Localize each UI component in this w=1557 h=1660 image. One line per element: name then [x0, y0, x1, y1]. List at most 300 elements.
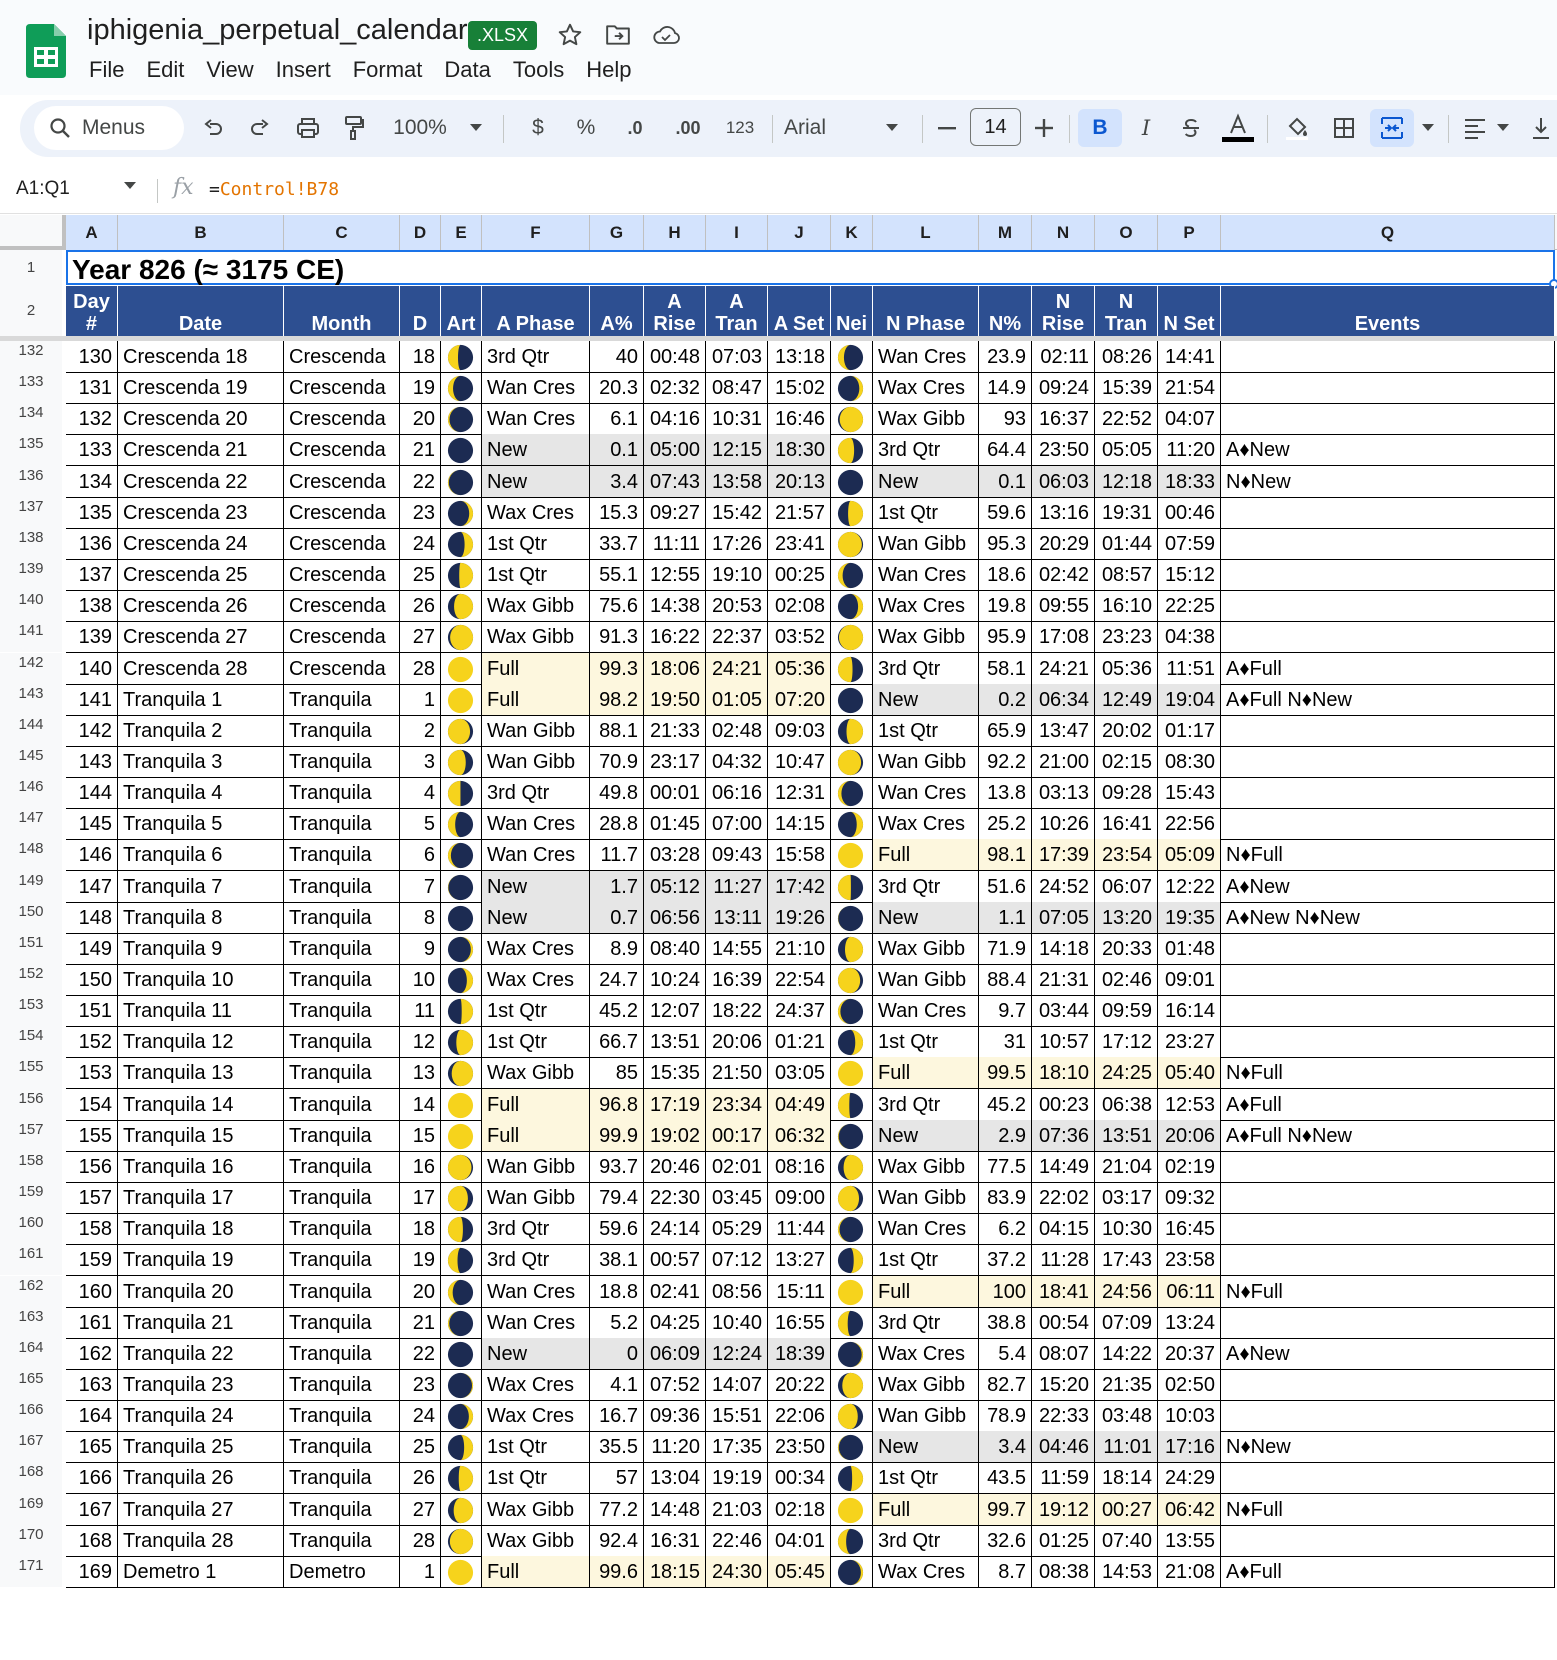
cell-day[interactable]: 152: [66, 1026, 118, 1058]
cell-nei-moon[interactable]: [831, 1057, 873, 1089]
cell-a-transit[interactable]: 21:50: [706, 1057, 768, 1089]
cell-a-phase[interactable]: 1st Qtr: [482, 1462, 590, 1494]
cell-a-percent[interactable]: 16.7: [590, 1400, 644, 1432]
cell-a-phase[interactable]: Full: [482, 1556, 590, 1588]
cell-d[interactable]: 20: [400, 403, 441, 435]
cell-n-phase[interactable]: Wan Gibb: [873, 746, 979, 778]
cell-n-transit[interactable]: 05:05: [1095, 434, 1158, 466]
cell-n-transit[interactable]: 03:48: [1095, 1400, 1158, 1432]
cell-a-transit[interactable]: 22:46: [706, 1525, 768, 1557]
header-cell-i[interactable]: A Tran: [706, 286, 768, 336]
cell-n-rise[interactable]: 00:54: [1032, 1307, 1095, 1339]
column-header-i[interactable]: I: [706, 215, 768, 250]
cell-n-transit[interactable]: 17:43: [1095, 1244, 1158, 1276]
font-size-input[interactable]: 14: [970, 108, 1021, 146]
cell-n-rise[interactable]: 06:34: [1032, 684, 1095, 716]
cell-n-percent[interactable]: 51.6: [979, 871, 1032, 903]
cell-day[interactable]: 133: [66, 434, 118, 466]
cell-a-percent[interactable]: 99.6: [590, 1556, 644, 1588]
cell-a-percent[interactable]: 91.3: [590, 621, 644, 653]
cell-n-set[interactable]: 20:37: [1158, 1338, 1221, 1370]
cell-n-percent[interactable]: 8.7: [979, 1556, 1032, 1588]
cell-month[interactable]: Crescenda: [284, 621, 400, 653]
cell-n-transit[interactable]: 23:23: [1095, 621, 1158, 653]
cell-a-transit[interactable]: 13:11: [706, 902, 768, 934]
row-header[interactable]: 164: [0, 1338, 62, 1369]
cell-date[interactable]: Crescenda 24: [118, 528, 284, 560]
cell-events[interactable]: N♦Full: [1221, 1057, 1555, 1089]
cell-n-percent[interactable]: 23.9: [979, 341, 1032, 373]
cell-a-phase[interactable]: Wan Gibb: [482, 1182, 590, 1214]
cell-n-phase[interactable]: Wax Cres: [873, 372, 979, 404]
column-header-f[interactable]: F: [482, 215, 590, 250]
header-cell-h[interactable]: A Rise: [644, 286, 706, 336]
cell-a-percent[interactable]: 15.3: [590, 497, 644, 529]
cell-a-set[interactable]: 04:01: [768, 1525, 831, 1557]
cell-a-phase[interactable]: Wan Cres: [482, 1276, 590, 1308]
cell-a-set[interactable]: 24:37: [768, 995, 831, 1027]
cell-a-rise[interactable]: 16:22: [644, 621, 706, 653]
cell-nei-moon[interactable]: [831, 1276, 873, 1308]
cell-date[interactable]: Tranquila 13: [118, 1057, 284, 1089]
cell-a-set[interactable]: 11:44: [768, 1213, 831, 1245]
cell-d[interactable]: 6: [400, 839, 441, 871]
cell-a-percent[interactable]: 55.1: [590, 559, 644, 591]
header-cell-l[interactable]: N Phase: [873, 286, 979, 336]
column-header-g[interactable]: G: [590, 215, 644, 250]
cell-a-percent[interactable]: 20.3: [590, 372, 644, 404]
cell-a-transit[interactable]: 14:07: [706, 1369, 768, 1401]
cell-art-moon[interactable]: [441, 871, 482, 903]
cell-n-rise[interactable]: 17:08: [1032, 621, 1095, 653]
cell-art-moon[interactable]: [441, 715, 482, 747]
cell-n-transit[interactable]: 16:10: [1095, 590, 1158, 622]
cell-art-moon[interactable]: [441, 434, 482, 466]
strikethrough-icon[interactable]: [1172, 109, 1210, 147]
cell-nei-moon[interactable]: [831, 902, 873, 934]
cell-d[interactable]: 7: [400, 871, 441, 903]
cell-a-phase[interactable]: 1st Qtr: [482, 1431, 590, 1463]
cell-n-transit[interactable]: 20:33: [1095, 933, 1158, 965]
cell-n-set[interactable]: 10:03: [1158, 1400, 1221, 1432]
cell-a-rise[interactable]: 14:48: [644, 1494, 706, 1526]
cell-a-rise[interactable]: 11:11: [644, 528, 706, 560]
cell-a-set[interactable]: 18:30: [768, 434, 831, 466]
cell-events[interactable]: [1221, 497, 1555, 529]
cell-a-set[interactable]: 02:18: [768, 1494, 831, 1526]
cell-n-transit[interactable]: 10:30: [1095, 1213, 1158, 1245]
cell-events[interactable]: [1221, 590, 1555, 622]
cell-art-moon[interactable]: [441, 964, 482, 996]
row-header[interactable]: 148: [0, 839, 62, 870]
cell-n-transit[interactable]: 07:09: [1095, 1307, 1158, 1339]
cell-a-rise[interactable]: 09:36: [644, 1400, 706, 1432]
cell-n-set[interactable]: 12:53: [1158, 1089, 1221, 1121]
cell-a-set[interactable]: 23:50: [768, 1431, 831, 1463]
cell-art-moon[interactable]: [441, 1057, 482, 1089]
cell-n-phase[interactable]: Full: [873, 1057, 979, 1089]
cell-n-percent[interactable]: 45.2: [979, 1089, 1032, 1121]
cell-nei-moon[interactable]: [831, 1494, 873, 1526]
cell-n-set[interactable]: 16:45: [1158, 1213, 1221, 1245]
cell-n-phase[interactable]: 1st Qtr: [873, 1026, 979, 1058]
cell-n-transit[interactable]: 09:28: [1095, 777, 1158, 809]
cell-art-moon[interactable]: [441, 1525, 482, 1557]
cell-n-phase[interactable]: 1st Qtr: [873, 1244, 979, 1276]
percent-format-button[interactable]: %: [576, 116, 596, 139]
cell-n-percent[interactable]: 92.2: [979, 746, 1032, 778]
column-header-n[interactable]: N: [1032, 215, 1095, 250]
cell-day[interactable]: 156: [66, 1151, 118, 1183]
cell-n-set[interactable]: 01:17: [1158, 715, 1221, 747]
cell-month[interactable]: Tranquila: [284, 746, 400, 778]
cell-n-set[interactable]: 05:40: [1158, 1057, 1221, 1089]
cell-nei-moon[interactable]: [831, 372, 873, 404]
cell-art-moon[interactable]: [441, 1276, 482, 1308]
cell-d[interactable]: 27: [400, 1494, 441, 1526]
cell-n-set[interactable]: 23:27: [1158, 1026, 1221, 1058]
cell-d[interactable]: 16: [400, 1151, 441, 1183]
undo-icon[interactable]: [195, 109, 231, 147]
cell-nei-moon[interactable]: [831, 1026, 873, 1058]
cell-a-transit[interactable]: 23:34: [706, 1089, 768, 1121]
cell-events[interactable]: [1221, 1182, 1555, 1214]
cell-n-rise[interactable]: 08:38: [1032, 1556, 1095, 1588]
cell-day[interactable]: 141: [66, 684, 118, 716]
cell-n-transit[interactable]: 01:44: [1095, 528, 1158, 560]
cell-a-percent[interactable]: 75.6: [590, 590, 644, 622]
cell-a-rise[interactable]: 19:50: [644, 684, 706, 716]
cell-date[interactable]: Tranquila 18: [118, 1213, 284, 1245]
cell-n-rise[interactable]: 13:47: [1032, 715, 1095, 747]
cell-month[interactable]: Tranquila: [284, 1338, 400, 1370]
cell-a-phase[interactable]: New: [482, 902, 590, 934]
cell-n-rise[interactable]: 06:03: [1032, 466, 1095, 498]
cell-n-set[interactable]: 09:32: [1158, 1182, 1221, 1214]
cell-month[interactable]: Crescenda: [284, 403, 400, 435]
row-header[interactable]: 142: [0, 653, 62, 684]
cell-n-rise[interactable]: 02:42: [1032, 559, 1095, 591]
cell-a-percent[interactable]: 35.5: [590, 1431, 644, 1463]
cell-events[interactable]: [1221, 372, 1555, 404]
column-header-h[interactable]: H: [644, 215, 706, 250]
cell-a-percent[interactable]: 24.7: [590, 964, 644, 996]
row-header[interactable]: 146: [0, 777, 62, 808]
cell-day[interactable]: 136: [66, 528, 118, 560]
cell-month[interactable]: Tranquila: [284, 839, 400, 871]
cell-n-percent[interactable]: 99.5: [979, 1057, 1032, 1089]
cell-a-percent[interactable]: 11.7: [590, 839, 644, 871]
cell-date[interactable]: Tranquila 7: [118, 871, 284, 903]
cell-a-transit[interactable]: 17:35: [706, 1431, 768, 1463]
cell-n-rise[interactable]: 19:12: [1032, 1494, 1095, 1526]
cell-events[interactable]: [1221, 528, 1555, 560]
cell-nei-moon[interactable]: [831, 746, 873, 778]
cell-n-set[interactable]: 08:30: [1158, 746, 1221, 778]
column-header-e[interactable]: E: [441, 215, 482, 250]
cell-n-phase[interactable]: Full: [873, 1276, 979, 1308]
cell-d[interactable]: 25: [400, 559, 441, 591]
header-cell-j[interactable]: A Set: [768, 286, 831, 336]
cell-a-percent[interactable]: 99.9: [590, 1120, 644, 1152]
row-header[interactable]: 160: [0, 1213, 62, 1244]
cell-month[interactable]: Crescenda: [284, 653, 400, 685]
cell-a-set[interactable]: 18:39: [768, 1338, 831, 1370]
row-header[interactable]: 162: [0, 1276, 62, 1307]
cell-n-transit[interactable]: 14:53: [1095, 1556, 1158, 1588]
cell-a-rise[interactable]: 12:55: [644, 559, 706, 591]
cell-a-set[interactable]: 22:54: [768, 964, 831, 996]
cell-day[interactable]: 169: [66, 1556, 118, 1588]
row-header[interactable]: 157: [0, 1120, 62, 1151]
cell-day[interactable]: 138: [66, 590, 118, 622]
cell-n-phase[interactable]: Full: [873, 839, 979, 871]
cell-day[interactable]: 134: [66, 466, 118, 498]
cell-a-transit[interactable]: 02:01: [706, 1151, 768, 1183]
cell-d[interactable]: 26: [400, 590, 441, 622]
cell-month[interactable]: Tranquila: [284, 808, 400, 840]
cell-a-percent[interactable]: 0.1: [590, 434, 644, 466]
cell-a-set[interactable]: 16:55: [768, 1307, 831, 1339]
cell-a-phase[interactable]: 3rd Qtr: [482, 1213, 590, 1245]
cell-a-phase[interactable]: 1st Qtr: [482, 1026, 590, 1058]
cell-a-transit[interactable]: 03:45: [706, 1182, 768, 1214]
cell-a-transit[interactable]: 09:43: [706, 839, 768, 871]
cell-a-rise[interactable]: 21:33: [644, 715, 706, 747]
cell-date[interactable]: Tranquila 12: [118, 1026, 284, 1058]
cell-nei-moon[interactable]: [831, 1151, 873, 1183]
cell-n-set[interactable]: 11:20: [1158, 434, 1221, 466]
cell-d[interactable]: 2: [400, 715, 441, 747]
cell-d[interactable]: 17: [400, 1182, 441, 1214]
cell-a-set[interactable]: 04:49: [768, 1089, 831, 1121]
cell-a-set[interactable]: 00:25: [768, 559, 831, 591]
cell-a-rise[interactable]: 00:57: [644, 1244, 706, 1276]
cell-nei-moon[interactable]: [831, 715, 873, 747]
cell-n-transit[interactable]: 22:52: [1095, 403, 1158, 435]
cell-a-phase[interactable]: Wax Cres: [482, 1369, 590, 1401]
cell-art-moon[interactable]: [441, 341, 482, 373]
column-header-b[interactable]: B: [118, 215, 284, 250]
cell-a-phase[interactable]: Wax Gibb: [482, 1525, 590, 1557]
cell-day[interactable]: 147: [66, 871, 118, 903]
cell-date[interactable]: Tranquila 16: [118, 1151, 284, 1183]
row-header[interactable]: 151: [0, 933, 62, 964]
cell-events[interactable]: [1221, 1026, 1555, 1058]
cell-n-transit[interactable]: 06:38: [1095, 1089, 1158, 1121]
cell-n-transit[interactable]: 17:12: [1095, 1026, 1158, 1058]
cell-n-rise[interactable]: 02:11: [1032, 341, 1095, 373]
cloud-status-icon[interactable]: [651, 20, 681, 50]
cell-events[interactable]: [1221, 1400, 1555, 1432]
header-cell-n[interactable]: N Rise: [1032, 286, 1095, 336]
cell-a-phase[interactable]: 3rd Qtr: [482, 777, 590, 809]
cell-day[interactable]: 164: [66, 1400, 118, 1432]
cell-day[interactable]: 143: [66, 746, 118, 778]
cell-a-transit[interactable]: 04:32: [706, 746, 768, 778]
cell-events[interactable]: [1221, 403, 1555, 435]
cell-date[interactable]: Crescenda 19: [118, 372, 284, 404]
cell-n-percent[interactable]: 82.7: [979, 1369, 1032, 1401]
cell-n-phase[interactable]: Wax Gibb: [873, 403, 979, 435]
cell-date[interactable]: Tranquila 22: [118, 1338, 284, 1370]
cell-a-rise[interactable]: 24:14: [644, 1213, 706, 1245]
cell-art-moon[interactable]: [441, 684, 482, 716]
cell-n-percent[interactable]: 14.9: [979, 372, 1032, 404]
cell-a-percent[interactable]: 93.7: [590, 1151, 644, 1183]
row-header[interactable]: 168: [0, 1462, 62, 1493]
cell-a-rise[interactable]: 04:16: [644, 403, 706, 435]
cell-art-moon[interactable]: [441, 1244, 482, 1276]
cell-art-moon[interactable]: [441, 497, 482, 529]
cell-a-transit[interactable]: 06:16: [706, 777, 768, 809]
cell-n-set[interactable]: 19:35: [1158, 902, 1221, 934]
cell-n-rise[interactable]: 13:16: [1032, 497, 1095, 529]
cell-a-rise[interactable]: 13:51: [644, 1026, 706, 1058]
font-dropdown-icon[interactable]: [882, 109, 902, 147]
row-header-1[interactable]: 1: [0, 250, 62, 286]
cell-events[interactable]: [1221, 559, 1555, 591]
cell-month[interactable]: Tranquila: [284, 1494, 400, 1526]
row-header[interactable]: 165: [0, 1369, 62, 1400]
cell-month[interactable]: Tranquila: [284, 1462, 400, 1494]
cell-date[interactable]: Tranquila 24: [118, 1400, 284, 1432]
cell-month[interactable]: Tranquila: [284, 1026, 400, 1058]
cell-n-phase[interactable]: Wax Cres: [873, 1338, 979, 1370]
cell-d[interactable]: 11: [400, 995, 441, 1027]
cell-art-moon[interactable]: [441, 746, 482, 778]
cell-events[interactable]: [1221, 746, 1555, 778]
row-header[interactable]: 170: [0, 1525, 62, 1556]
cell-n-rise[interactable]: 09:24: [1032, 372, 1095, 404]
row-header-2[interactable]: 2: [0, 286, 62, 336]
cell-art-moon[interactable]: [441, 933, 482, 965]
row-header[interactable]: 141: [0, 621, 62, 652]
cell-a-rise[interactable]: 05:00: [644, 434, 706, 466]
cell-a-transit[interactable]: 24:30: [706, 1556, 768, 1588]
cell-n-percent[interactable]: 43.5: [979, 1462, 1032, 1494]
sheets-logo-icon[interactable]: [26, 24, 66, 78]
cell-n-set[interactable]: 18:33: [1158, 466, 1221, 498]
cell-n-transit[interactable]: 11:01: [1095, 1431, 1158, 1463]
header-cell-q[interactable]: Events: [1221, 286, 1555, 336]
print-icon[interactable]: [290, 109, 326, 147]
cell-a-percent[interactable]: 6.1: [590, 403, 644, 435]
cell-month[interactable]: Tranquila: [284, 1431, 400, 1463]
cell-n-phase[interactable]: Wan Cres: [873, 995, 979, 1027]
cell-d[interactable]: 18: [400, 1213, 441, 1245]
cell-a-set[interactable]: 09:03: [768, 715, 831, 747]
cell-art-moon[interactable]: [441, 1213, 482, 1245]
cell-n-rise[interactable]: 16:37: [1032, 403, 1095, 435]
select-all-corner[interactable]: [0, 215, 66, 250]
cell-a-phase[interactable]: 3rd Qtr: [482, 1244, 590, 1276]
cell-a-percent[interactable]: 33.7: [590, 528, 644, 560]
decrease-decimal-button[interactable]: [615, 109, 655, 147]
cell-a-transit[interactable]: 10:31: [706, 403, 768, 435]
cell-a-percent[interactable]: 45.2: [590, 995, 644, 1027]
cell-n-transit[interactable]: 02:46: [1095, 964, 1158, 996]
row-header[interactable]: 171: [0, 1556, 62, 1587]
cell-n-set[interactable]: 13:24: [1158, 1307, 1221, 1339]
cell-a-rise[interactable]: 00:01: [644, 777, 706, 809]
row-header[interactable]: 167: [0, 1431, 62, 1462]
cell-a-transit[interactable]: 07:12: [706, 1244, 768, 1276]
row-header[interactable]: 169: [0, 1494, 62, 1525]
cell-day[interactable]: 158: [66, 1213, 118, 1245]
cell-a-transit[interactable]: 14:55: [706, 933, 768, 965]
cell-date[interactable]: Tranquila 9: [118, 933, 284, 965]
cell-a-set[interactable]: 05:45: [768, 1556, 831, 1588]
cell-events[interactable]: A♦Full: [1221, 1089, 1555, 1121]
cell-a-set[interactable]: 03:05: [768, 1057, 831, 1089]
cell-events[interactable]: A♦Full N♦New: [1221, 1120, 1555, 1152]
cell-n-transit[interactable]: 24:25: [1095, 1057, 1158, 1089]
cell-month[interactable]: Tranquila: [284, 715, 400, 747]
cell-n-phase[interactable]: New: [873, 1431, 979, 1463]
cell-n-phase[interactable]: 3rd Qtr: [873, 1089, 979, 1121]
cell-a-set[interactable]: 07:20: [768, 684, 831, 716]
cell-events[interactable]: A♦New: [1221, 434, 1555, 466]
cell-a-phase[interactable]: Wan Cres: [482, 372, 590, 404]
cell-events[interactable]: [1221, 777, 1555, 809]
row-header[interactable]: 135: [0, 434, 62, 465]
header-cell-k[interactable]: Nei: [831, 286, 873, 336]
cell-n-percent[interactable]: 83.9: [979, 1182, 1032, 1214]
row-header[interactable]: 149: [0, 871, 62, 902]
cell-n-percent[interactable]: 37.2: [979, 1244, 1032, 1276]
fill-color-icon[interactable]: [1278, 109, 1316, 147]
cell-date[interactable]: Tranquila 8: [118, 902, 284, 934]
cell-a-set[interactable]: 15:02: [768, 372, 831, 404]
cell-n-rise[interactable]: 10:26: [1032, 808, 1095, 840]
cell-month[interactable]: Tranquila: [284, 1276, 400, 1308]
cell-n-percent[interactable]: 58.1: [979, 653, 1032, 685]
cell-a-phase[interactable]: New: [482, 1338, 590, 1370]
cell-n-percent[interactable]: 1.1: [979, 902, 1032, 934]
cell-date[interactable]: Crescenda 27: [118, 621, 284, 653]
cell-d[interactable]: 10: [400, 964, 441, 996]
bold-button[interactable]: B: [1078, 109, 1122, 147]
cell-a-set[interactable]: 05:36: [768, 653, 831, 685]
cell-a-set[interactable]: 14:15: [768, 808, 831, 840]
cell-a-rise[interactable]: 10:24: [644, 964, 706, 996]
cell-date[interactable]: Tranquila 19: [118, 1244, 284, 1276]
cell-d[interactable]: 28: [400, 1525, 441, 1557]
row-header[interactable]: 159: [0, 1182, 62, 1213]
cell-day[interactable]: 135: [66, 497, 118, 529]
cell-month[interactable]: Crescenda: [284, 497, 400, 529]
row-header[interactable]: 133: [0, 372, 62, 403]
cell-n-phase[interactable]: Wan Cres: [873, 1213, 979, 1245]
cell-a-transit[interactable]: 08:56: [706, 1276, 768, 1308]
cell-day[interactable]: 155: [66, 1120, 118, 1152]
column-header-p[interactable]: P: [1158, 215, 1221, 250]
row-header[interactable]: 147: [0, 808, 62, 839]
cell-a-rise[interactable]: 15:35: [644, 1057, 706, 1089]
cell-n-set[interactable]: 11:51: [1158, 653, 1221, 685]
cell-events[interactable]: [1221, 1462, 1555, 1494]
cell-a-rise[interactable]: 13:04: [644, 1462, 706, 1494]
cell-art-moon[interactable]: [441, 466, 482, 498]
cell-n-set[interactable]: 02:50: [1158, 1369, 1221, 1401]
cell-n-rise[interactable]: 23:50: [1032, 434, 1095, 466]
cell-n-transit[interactable]: 23:54: [1095, 839, 1158, 871]
cell-date[interactable]: Tranquila 15: [118, 1120, 284, 1152]
cell-events[interactable]: [1221, 1369, 1555, 1401]
cell-a-phase[interactable]: Wax Cres: [482, 1400, 590, 1432]
cell-d[interactable]: 1: [400, 684, 441, 716]
